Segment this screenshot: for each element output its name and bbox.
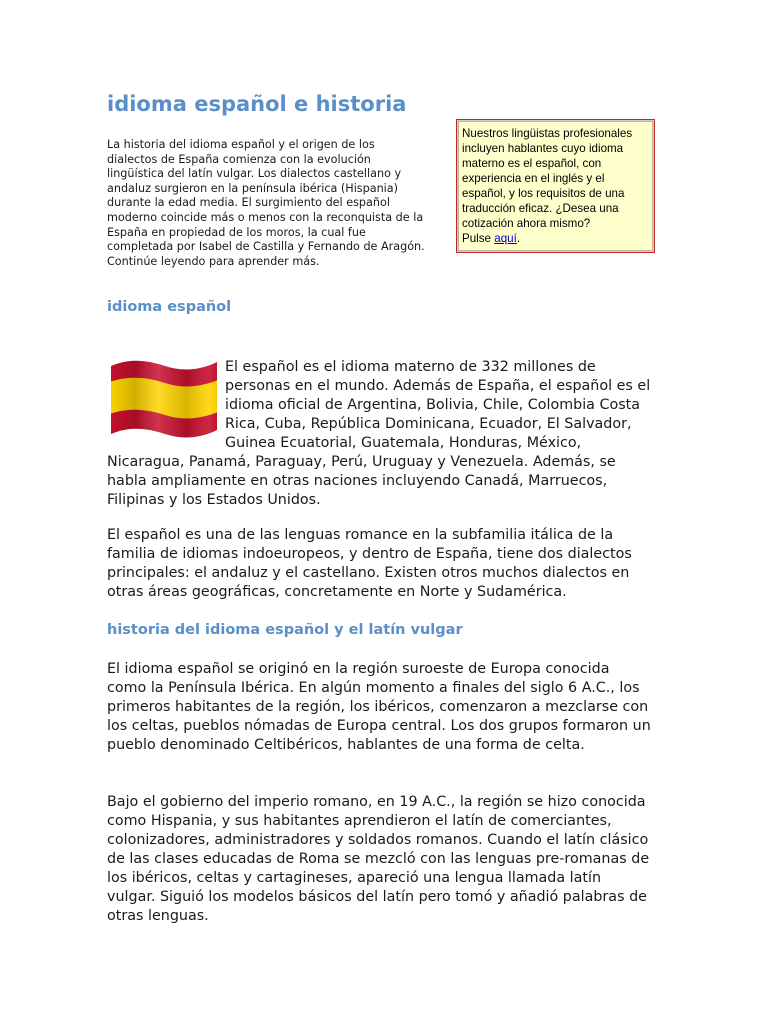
section2-paragraph1: El idioma español se originó en la región suroeste de Europa conocida como la Península Ibérica. En algún momento a finales del siglo 6 A.C., los primeros habitantes de la región, los ibéricos, comenzaron a mezclarse con los celtas, pueblos nómadas de Europa central. Los dos grupos formaron un pueblo denominado Celtibéricos, hablantes de una forma de celta.: [107, 661, 651, 753]
section1-paragraph1-container: [107, 358, 652, 510]
translation-promo-box: [458, 121, 653, 251]
section-heading-idioma-espanol: idioma español: [107, 299, 232, 315]
promo-link-period: .: [516, 232, 521, 245]
section2-paragraph2: Bajo el gobierno del imperio romano, en 19 A.C., la región se hizo conocida como Hispania, y sus habitantes aprendieron el latín de comerciantes, colonizadores, administradores y soldados romanos. Cuando el latín clásico de las clases educadas de Roma se mezcló con las lenguas pre-romanas de los ibéricos, celtas y cartagineses, apareció una lengua llamada latín vulgar. Siguió los modelos básicos del latín pero tomó y añadió palabras de otras lenguas.: [107, 794, 650, 924]
page-title: idioma español e historia: [107, 92, 407, 116]
spain-flag-icon: [107, 358, 225, 438]
promo-link[interactable]: aquí: [494, 232, 517, 245]
intro-paragraph: La historia del idioma español y el origen de los dialectos de España comienza con la evolución lingüística del latín vulgar. Los dialectos castellano y andaluz surgieron en la península ibérica (Hispania) durante la edad media. El surgimiento del español moderno coincide más o menos con la reconquista de la España en propiedad de los moros, la cual fue completada por Isabel de Castilla y Fernando de Aragón. Continúe leyendo para aprender más.: [107, 138, 425, 268]
promo-text: Nuestros lingüistas profesionales incluyen hablantes cuyo idioma materno es el español, con experiencia en el inglés y el español, y los requisitos de una traducción eficaz. ¿Desea una cotización ahora mismo?: [462, 127, 633, 230]
section-heading-historia: historia del idioma español y el latín vulgar: [107, 622, 463, 638]
section1-paragraph1: El español es el idioma materno de 332 millones de personas en el mundo. Además de España, el español es el idioma oficial de Argentina, Bolivia, Chile, Colombia Costa Rica, Cuba, República Dominicana, Ecuador, El Salvador, Guinea Ecuatorial, Guatemala, Honduras, México, Nicaragua, Panamá, Paraguay, Perú, Uruguay y Venezuela. Además, se habla ampliamente en otras naciones incluyendo Canadá, Marruecos, Filipinas y los Estados Unidos.: [107, 359, 651, 508]
promo-pulse-label: Pulse: [462, 232, 492, 245]
section1-paragraph2: El español es una de las lenguas romance en la subfamilia itálica de la familia de idiomas indoeuropeos, y dentro de España, tiene dos dialectos principales: el andaluz y el castellano. Existen otros muchos dialectos en otras áreas geográficas, concretamente en Norte y Sudamérica.: [107, 527, 632, 600]
